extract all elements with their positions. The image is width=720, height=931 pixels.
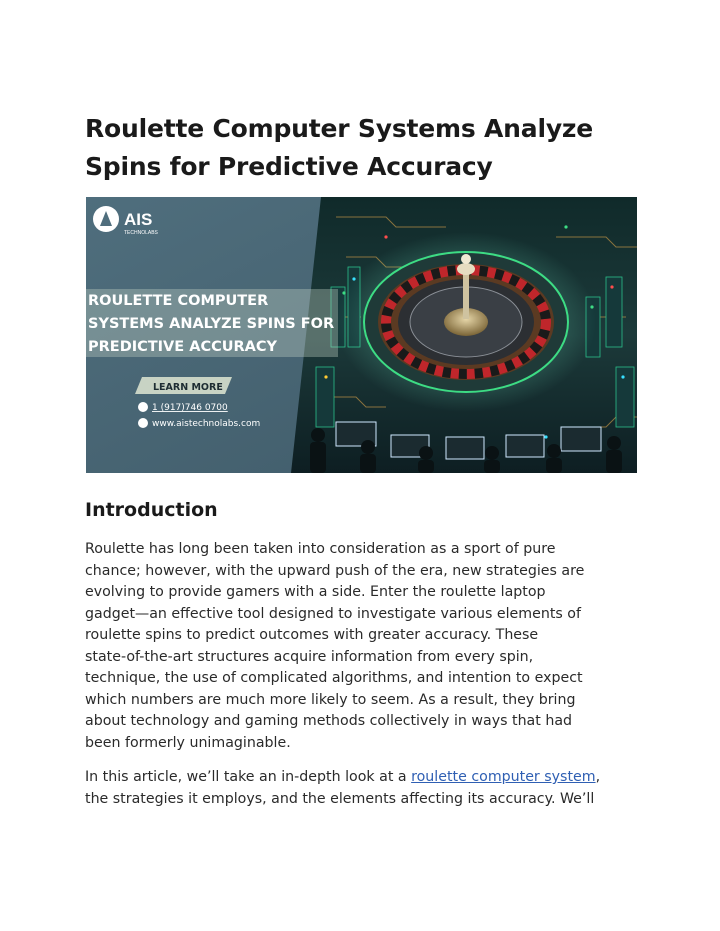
company-logo xyxy=(93,206,159,236)
logo-subtext: TECHNOLABS xyxy=(124,230,158,236)
banner-image xyxy=(86,197,637,473)
paragraph-line: Roulette has long been taken into consideration as a sport of pure xyxy=(85,541,556,557)
phone-icon xyxy=(138,402,148,412)
section-heading-introduction: Introduction xyxy=(85,499,218,521)
title-line: Roulette Computer Systems Analyze xyxy=(85,114,594,143)
paragraph-line: about technology and gaming methods collectively in ways that had xyxy=(85,713,573,729)
page-title xyxy=(85,110,645,186)
paragraph-line: roulette spins to predict outcomes with greater accuracy. These xyxy=(85,627,539,643)
roulette-wheel-icon xyxy=(364,252,568,392)
article-overview-paragraph xyxy=(85,767,600,810)
globe-icon xyxy=(138,418,148,428)
paragraph-line: been formerly unimaginable. xyxy=(85,734,291,751)
paragraph-text: In this article, we’ll take an in-depth look at a xyxy=(85,769,412,785)
banner-headline-line: PREDICTIVE ACCURACY xyxy=(88,339,278,355)
title-line: Spins for Predictive Accuracy xyxy=(85,152,493,181)
paragraph-line: the strategies it employs, and the elements affecting its accuracy. We’ll xyxy=(85,790,595,807)
paragraph-line: technique, the use of complicated algorithms, and intention to expect xyxy=(85,670,583,686)
roulette-computer-system-link[interactable]: roulette computer system xyxy=(411,769,596,785)
learn-more-label: LEARN MORE xyxy=(153,382,223,393)
paragraph-line: chance; however, with the upward push of the era, new strategies are xyxy=(85,562,585,579)
paragraph-line: evolving to provide gamers with a side. Enter the roulette laptop xyxy=(85,584,546,600)
logo-text: AIS xyxy=(124,210,153,229)
paragraph-line xyxy=(85,767,600,789)
paragraph-line: gadget—an effective tool designed to investigate various elements of xyxy=(85,605,581,622)
paragraph-text: , xyxy=(595,769,601,785)
banner-headline-line: ROULETTE COMPUTER xyxy=(88,293,269,309)
phone-number: 1 (917)746 0700 xyxy=(152,403,228,413)
banner-headline-line: SYSTEMS ANALYZE SPINS FOR xyxy=(88,316,335,332)
paragraph-line: which numbers are much more likely to seem. As a result, they bring xyxy=(85,691,576,708)
intro-paragraph xyxy=(85,539,584,754)
website-text: www.aistechnolabs.com xyxy=(152,419,261,429)
paragraph-line: state-of-the-art structures acquire information from every spin, xyxy=(85,648,534,665)
